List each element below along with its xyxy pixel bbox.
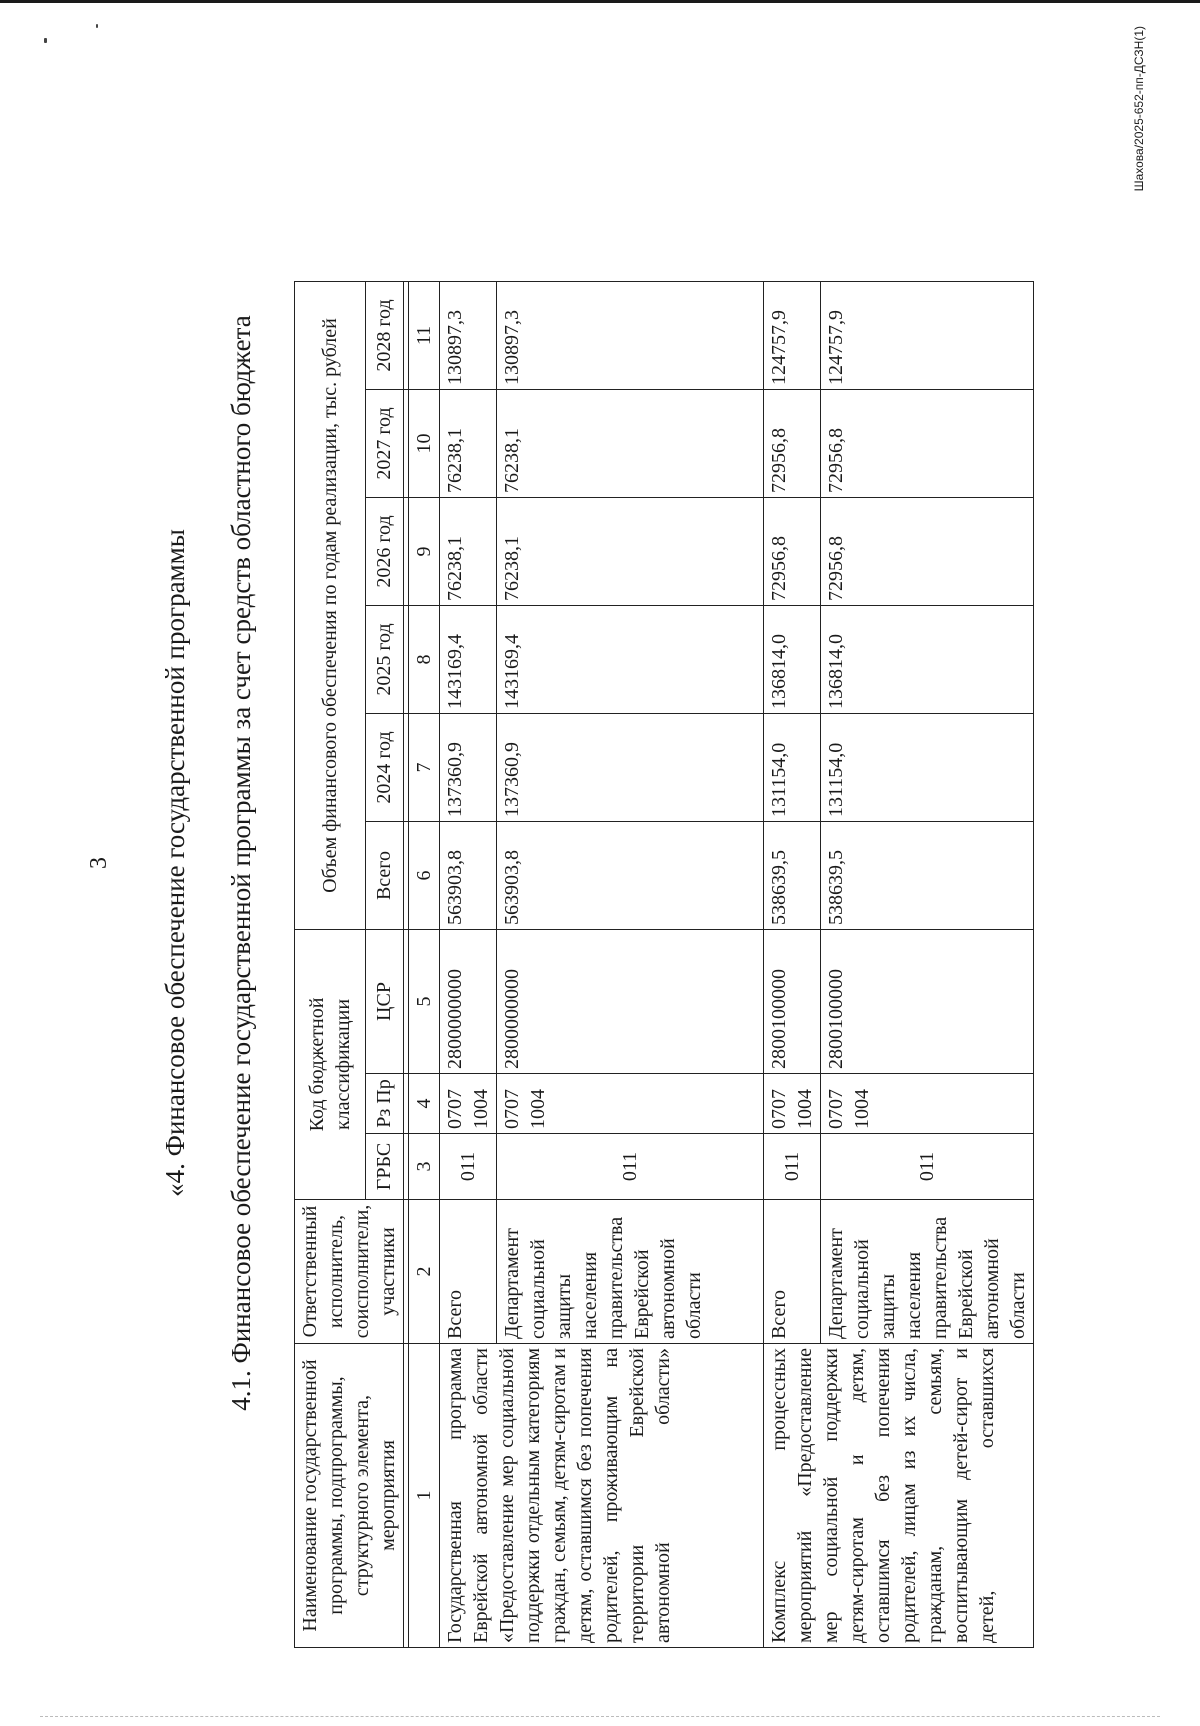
grbs-cell: 011 xyxy=(497,1134,764,1200)
rzpr-cell: 0707 1004 xyxy=(440,1074,497,1134)
executor-cell: Всего xyxy=(440,1200,497,1344)
y2026-cell: 76238,1 xyxy=(440,498,497,606)
subsection-heading: 4.1. Финансовое обеспечение государственной программы за счет средств областного бюджета xyxy=(226,315,256,1411)
header-2028: 2028 год xyxy=(365,282,403,390)
csr-cell: 2800000000 xyxy=(440,930,497,1074)
y2024-cell: 137360,9 xyxy=(440,714,497,822)
grbs-cell: 011 xyxy=(821,1134,1034,1200)
financing-table xyxy=(294,281,1034,1648)
executor-cell: Всего xyxy=(764,1200,821,1344)
section-heading: «4. Финансовое обеспечение государственной программы xyxy=(160,529,190,1197)
column-number: 3 xyxy=(409,1134,440,1200)
y2026-cell: 72956,8 xyxy=(821,498,1034,606)
header-volume: Объем финансового обеспечения по годам реализации, тыс. рублей xyxy=(295,282,366,930)
header-2027: 2027 год xyxy=(365,390,403,498)
column-number: 11 xyxy=(409,282,440,390)
y2025-cell: 136814,0 xyxy=(764,606,821,714)
table-row xyxy=(764,282,821,1648)
executor-cell: Департамент социальной защиты населения правительства Еврейской автономной области xyxy=(497,1200,764,1344)
y2027-cell: 72956,8 xyxy=(764,390,821,498)
header-rzpr: Рз Пр xyxy=(365,1074,403,1134)
column-number: 6 xyxy=(409,822,440,930)
y2028-cell: 124757,9 xyxy=(764,282,821,390)
y2024-cell: 131154,0 xyxy=(821,714,1034,822)
header-2025: 2025 год xyxy=(365,606,403,714)
header-name: Наименование государственной программы, подпрограммы, структурного элемента, мероприятия xyxy=(295,1344,404,1648)
page-number: 3 xyxy=(86,857,112,869)
y2027-cell: 72956,8 xyxy=(821,390,1034,498)
column-number: 10 xyxy=(409,390,440,498)
column-number: 2 xyxy=(409,1200,440,1344)
csr-cell: 2800100000 xyxy=(764,930,821,1074)
total-cell: 563903,8 xyxy=(440,822,497,930)
column-number: 7 xyxy=(409,714,440,822)
grbs-cell: 011 xyxy=(440,1134,497,1200)
rzpr-cell: 0707 1004 xyxy=(821,1074,1034,1134)
header-budget-code: Код бюджетной классификации xyxy=(295,930,366,1200)
y2025-cell: 143169,4 xyxy=(440,606,497,714)
rzpr-cell: 0707 1004 xyxy=(497,1074,764,1134)
header-2026: 2026 год xyxy=(365,498,403,606)
y2025-cell: 136814,0 xyxy=(821,606,1034,714)
header-csr: ЦСР xyxy=(365,930,403,1074)
column-number: 5 xyxy=(409,930,440,1074)
csr-cell: 2800000000 xyxy=(497,930,764,1074)
column-number: 9 xyxy=(409,498,440,606)
y2026-cell: 76238,1 xyxy=(497,498,764,606)
y2028-cell: 130897,3 xyxy=(440,282,497,390)
total-cell: 538639,5 xyxy=(764,822,821,930)
table-row xyxy=(440,282,497,1648)
rzpr-cell: 0707 1004 xyxy=(764,1074,821,1134)
total-cell: 563903,8 xyxy=(497,822,764,930)
y2027-cell: 76238,1 xyxy=(440,390,497,498)
column-number: 4 xyxy=(409,1074,440,1134)
header-2024: 2024 год xyxy=(365,714,403,822)
header-row-1 xyxy=(295,282,366,1648)
header-total: Всего xyxy=(365,822,403,930)
y2027-cell: 76238,1 xyxy=(497,390,764,498)
y2024-cell: 137360,9 xyxy=(497,714,764,822)
column-number-row xyxy=(409,282,440,1648)
y2028-cell: 130897,3 xyxy=(497,282,764,390)
program-name: Государственная программа Еврейской автономной области «Предоставление мер социальной поддержки отдельным категориям граждан, семьям, детям-сиротам и детям, оставшимся без попечения родителей, проживающим на территории Еврейской автономной области» xyxy=(440,1344,764,1648)
column-number: 8 xyxy=(409,606,440,714)
complex-name: Комплекс процессных мероприятий «Предоставление мер социальной поддержки детям-сиротам и детям, оставшимся без попечения родителей, лицам из их числа, гражданам, семьям, воспитывающим детей-сирот и детей, оставшихся xyxy=(764,1344,1034,1648)
y2024-cell: 131154,0 xyxy=(764,714,821,822)
executor-cell: Департамент социальной защиты населения правительства Еврейской автономной области xyxy=(821,1200,1034,1344)
header-executor: Ответственный исполнитель, соисполнители, участники xyxy=(295,1200,404,1344)
y2025-cell: 143169,4 xyxy=(497,606,764,714)
column-number: 1 xyxy=(409,1344,440,1648)
document-footer: Шахова/2025-652-пп-ДСЗН(1) xyxy=(1132,26,1146,192)
header-grbs: ГРБС xyxy=(365,1134,403,1200)
y2028-cell: 124757,9 xyxy=(821,282,1034,390)
csr-cell: 2800100000 xyxy=(821,930,1034,1074)
grbs-cell: 011 xyxy=(764,1134,821,1200)
total-cell: 538639,5 xyxy=(821,822,1034,930)
y2026-cell: 72956,8 xyxy=(764,498,821,606)
